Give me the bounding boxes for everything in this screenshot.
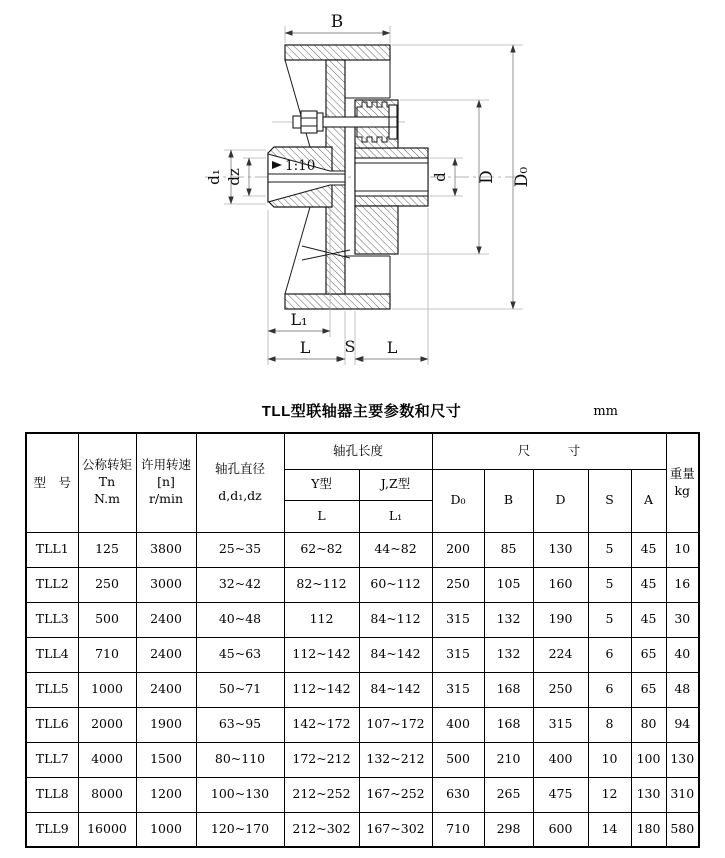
cell-D: 400 [533, 742, 588, 777]
cell-bore: 80~110 [196, 742, 284, 777]
cell-B: 210 [484, 742, 533, 777]
cell-D0: 250 [432, 567, 484, 602]
page-title: TLL型联轴器主要参数和尺寸 [261, 403, 462, 420]
cell-B: 105 [484, 567, 533, 602]
cell-B: 168 [484, 672, 533, 707]
cell-torque: 500 [78, 602, 136, 637]
cell-A: 65 [631, 637, 666, 672]
cell-model: TLL8 [26, 777, 78, 812]
cell-bore: 120~170 [196, 812, 284, 847]
cell-D0: 400 [432, 707, 484, 742]
cell-L: 112~142 [284, 672, 359, 707]
cell-A: 100 [631, 742, 666, 777]
cell-speed: 1900 [136, 707, 196, 742]
cell-weight: 580 [666, 812, 699, 847]
dim-L1: L₁ [290, 310, 308, 329]
cell-A: 130 [631, 777, 666, 812]
cell-weight: 10 [666, 532, 699, 567]
cell-L: 112~142 [284, 637, 359, 672]
cell-L: 62~82 [284, 532, 359, 567]
cell-A: 65 [631, 672, 666, 707]
cell-A: 180 [631, 812, 666, 847]
header-D: D [533, 469, 588, 532]
table-row [26, 742, 699, 777]
cell-weight: 310 [666, 777, 699, 812]
header-L1: L₁ [359, 500, 432, 532]
cell-speed: 2400 [136, 637, 196, 672]
cell-torque: 4000 [78, 742, 136, 777]
table-row [26, 707, 699, 742]
table-row [26, 602, 699, 637]
coupling-section-drawing [0, 0, 725, 396]
cell-L1: 84~112 [359, 602, 432, 637]
cell-B: 132 [484, 637, 533, 672]
cell-L: 112 [284, 602, 359, 637]
cell-S: 5 [588, 532, 631, 567]
cell-B: 85 [484, 532, 533, 567]
cell-B: 265 [484, 777, 533, 812]
header-A: A [631, 469, 666, 532]
cell-speed: 1000 [136, 812, 196, 847]
header-speed: 许用转速 [n] r/min [136, 433, 196, 532]
cell-L1: 84~142 [359, 672, 432, 707]
table-caption-row [25, 400, 698, 426]
cell-model: TLL4 [26, 637, 78, 672]
dim-dz: dz [225, 168, 243, 186]
cell-S: 10 [588, 742, 631, 777]
header-L: L [284, 500, 359, 532]
cell-L: 212~302 [284, 812, 359, 847]
cell-B: 168 [484, 707, 533, 742]
cell-D: 160 [533, 567, 588, 602]
header-dimensions: 尺 寸 [432, 433, 666, 469]
cell-D0: 315 [432, 672, 484, 707]
cell-L1: 44~82 [359, 532, 432, 567]
cell-model: TLL1 [26, 532, 78, 567]
dim-D: D [477, 170, 497, 184]
dim-L-right: L [386, 338, 398, 357]
table-row [26, 812, 699, 847]
dim-S: S [344, 337, 356, 356]
cell-weight: 130 [666, 742, 699, 777]
cell-D: 600 [533, 812, 588, 847]
cell-B: 298 [484, 812, 533, 847]
header-bore: 轴孔直径 d,d₁,dz [196, 433, 284, 532]
cell-S: 5 [588, 567, 631, 602]
cell-speed: 1500 [136, 742, 196, 777]
cell-L1: 167~302 [359, 812, 432, 847]
cell-weight: 16 [666, 567, 699, 602]
cell-A: 45 [631, 567, 666, 602]
cell-model: TLL3 [26, 602, 78, 637]
cell-torque: 125 [78, 532, 136, 567]
dim-B: B [330, 12, 344, 32]
cell-bore: 32~42 [196, 567, 284, 602]
cell-model: TLL6 [26, 707, 78, 742]
cell-torque: 2000 [78, 707, 136, 742]
unit-label: mm [593, 404, 618, 419]
cell-speed: 1200 [136, 777, 196, 812]
header-weight: 重量 kg [666, 433, 699, 532]
header-bore-length: 轴孔长度 [284, 433, 432, 469]
cell-model: TLL5 [26, 672, 78, 707]
cell-D: 475 [533, 777, 588, 812]
cell-speed: 3800 [136, 532, 196, 567]
cell-D0: 315 [432, 602, 484, 637]
cell-L1: 84~142 [359, 637, 432, 672]
header-y-type: Y型 [284, 469, 359, 500]
cell-L1: 132~212 [359, 742, 432, 777]
cell-weight: 48 [666, 672, 699, 707]
cell-weight: 30 [666, 602, 699, 637]
cell-L: 142~172 [284, 707, 359, 742]
header-jz-type: J,Z型 [359, 469, 432, 500]
cell-L: 82~112 [284, 567, 359, 602]
cell-model: TLL2 [26, 567, 78, 602]
cell-bore: 25~35 [196, 532, 284, 567]
cell-A: 45 [631, 532, 666, 567]
cell-D0: 630 [432, 777, 484, 812]
header-model: 型 号 [26, 433, 78, 532]
cell-bore: 45~63 [196, 637, 284, 672]
cell-D: 315 [533, 707, 588, 742]
cell-D0: 315 [432, 637, 484, 672]
cell-bore: 100~130 [196, 777, 284, 812]
table-row [26, 567, 699, 602]
cell-L1: 60~112 [359, 567, 432, 602]
cell-L1: 107~172 [359, 707, 432, 742]
dim-d1: d₁ [205, 169, 223, 185]
dim-L-left: L [299, 338, 311, 357]
cell-L1: 167~252 [359, 777, 432, 812]
cell-A: 80 [631, 707, 666, 742]
cell-S: 12 [588, 777, 631, 812]
cell-D: 190 [533, 602, 588, 637]
header-B: B [484, 469, 533, 532]
cell-torque: 710 [78, 637, 136, 672]
spec-table [25, 432, 700, 848]
header-row-1 [26, 433, 699, 469]
cell-torque: 1000 [78, 672, 136, 707]
header-torque: 公称转矩 Tn N.m [78, 433, 136, 532]
cell-L: 172~212 [284, 742, 359, 777]
cell-torque: 16000 [78, 812, 136, 847]
cell-bore: 63~95 [196, 707, 284, 742]
cell-S: 6 [588, 637, 631, 672]
cell-torque: 8000 [78, 777, 136, 812]
dim-d: d [431, 172, 449, 182]
dim-D0: D₀ [512, 166, 532, 188]
cell-D0: 710 [432, 812, 484, 847]
cell-weight: 40 [666, 637, 699, 672]
cell-S: 14 [588, 812, 631, 847]
cell-speed: 3000 [136, 567, 196, 602]
cell-speed: 2400 [136, 602, 196, 637]
cell-torque: 250 [78, 567, 136, 602]
cell-D0: 500 [432, 742, 484, 777]
cell-B: 132 [484, 602, 533, 637]
cell-D: 224 [533, 637, 588, 672]
table-row [26, 777, 699, 812]
cell-model: TLL7 [26, 742, 78, 777]
table-row [26, 672, 699, 707]
header-S: S [588, 469, 631, 532]
header-D0: D₀ [432, 469, 484, 532]
cell-weight: 94 [666, 707, 699, 742]
cell-L: 212~252 [284, 777, 359, 812]
cell-S: 5 [588, 602, 631, 637]
cell-model: TLL9 [26, 812, 78, 847]
table-row [26, 532, 699, 567]
table-row [26, 637, 699, 672]
cell-bore: 50~71 [196, 672, 284, 707]
cell-bore: 40~48 [196, 602, 284, 637]
cell-S: 6 [588, 672, 631, 707]
cell-speed: 2400 [136, 672, 196, 707]
cell-D: 130 [533, 532, 588, 567]
cell-S: 8 [588, 707, 631, 742]
cell-D0: 200 [432, 532, 484, 567]
cell-A: 45 [631, 602, 666, 637]
cell-D: 250 [533, 672, 588, 707]
taper-label: 1:10 [285, 158, 316, 174]
